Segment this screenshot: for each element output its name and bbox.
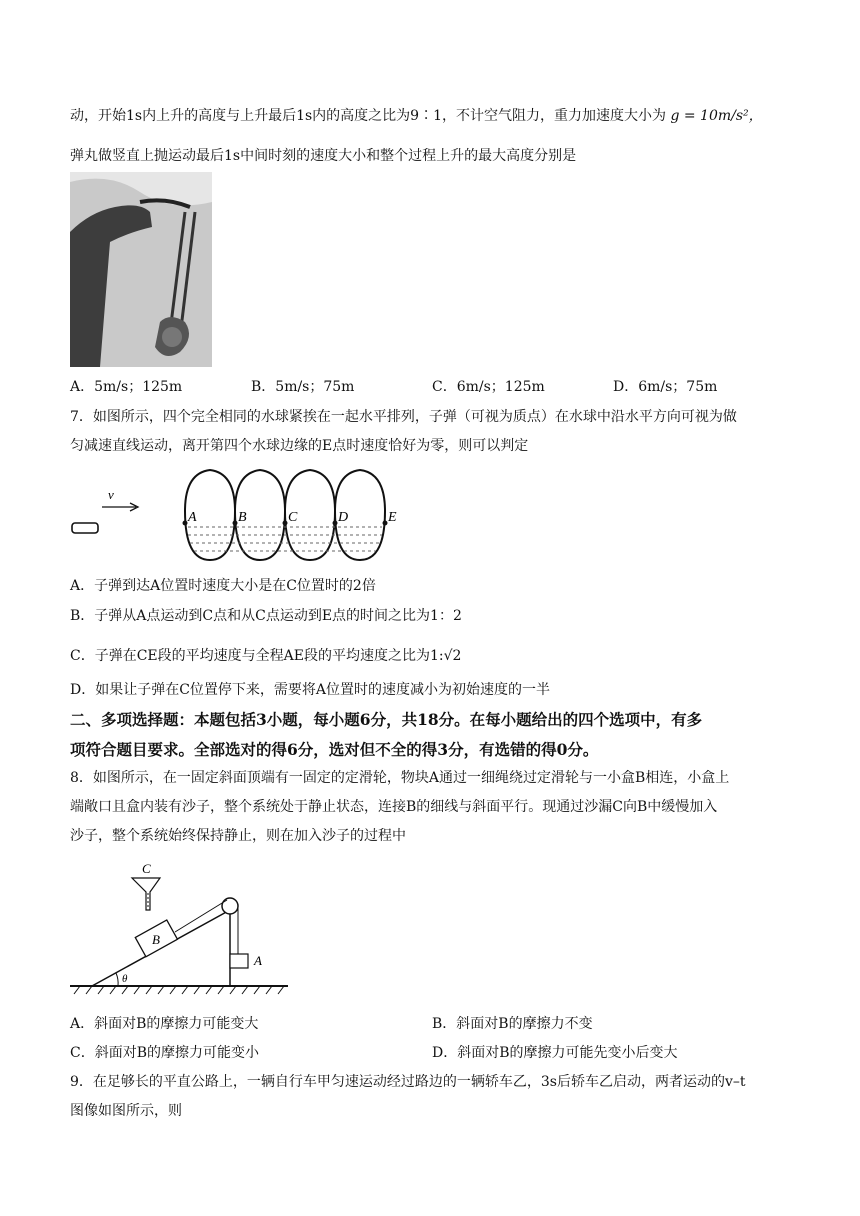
funnel-c-icon xyxy=(132,878,160,910)
slingshot-illustration xyxy=(70,172,212,367)
q7-text-line2: 匀减速直线运动，离开第四个水球边缘的E点时速度恰好为零，则可以判定 xyxy=(70,438,529,454)
label-a: A xyxy=(254,953,262,968)
q8-option-a: A．斜面对B的摩擦力可能变大 xyxy=(70,1016,259,1032)
q6-option-b: B．5m/s；75m xyxy=(251,379,355,395)
block-a-icon xyxy=(230,954,248,968)
slingshot-photo xyxy=(70,172,212,367)
pulley-icon xyxy=(222,898,238,914)
q6-g-formula: g = 10m/s²， xyxy=(670,108,763,124)
water-balls-figure xyxy=(70,465,430,569)
q8-text-line1: 8．如图所示，在一固定斜面顶端有一固定的定滑轮，物块A通过一细绳绕过定滑轮与一小盒B相连，小盒上 xyxy=(70,770,730,786)
q7-option-a: A．子弹到达A位置时速度大小是在C位置时的2倍 xyxy=(70,578,376,594)
section2-heading-line2: 项符合题目要求。全部选对的得6分，选对但不全的得3分，有选错的得0分。 xyxy=(70,740,599,759)
point-c-label: C xyxy=(288,510,298,525)
q6-text-line2: 弹丸做竖直上抛运动最后1s中间时刻的速度大小和整个过程上升的最大高度分别是 xyxy=(70,148,577,164)
point-b-label: B xyxy=(238,510,247,525)
label-c: C xyxy=(142,861,151,876)
point-a-label: A xyxy=(188,510,197,525)
q7-option-b: B．子弹从A点运动到C点和从C点运动到E点的时间之比为1：2 xyxy=(70,608,462,624)
q9-text-line1: 9．在足够长的平直公路上，一辆自行车甲匀速运动经过路边的一辆轿车乙，3s后轿车乙启动，两者运动的v–t xyxy=(70,1074,746,1090)
q6-option-a: A．5m/s；125m xyxy=(70,379,183,395)
section2-heading-line1: 二、多项选择题：本题包括3小题，每小题6分，共18分。在每小题给出的四个选项中，有多 xyxy=(70,710,703,729)
q8-option-b: B．斜面对B的摩擦力不变 xyxy=(432,1016,593,1032)
incline-figure xyxy=(70,858,300,1002)
q8-text-line2: 端敞口且盒内装有沙子，整个系统处于静止状态，连接B的细线与斜面平行。现通过沙漏C向B中缓慢加入 xyxy=(70,799,718,815)
q6-option-d: D．6m/s；75m xyxy=(613,379,718,395)
q9-text-line2: 图像如图所示，则 xyxy=(70,1103,182,1119)
q7-option-d: D．如果让子弹在C位置停下来，需要将A位置时的速度减小为初始速度的一半 xyxy=(70,682,551,698)
q7-option-c: C．子弹在CE段的平均速度与全程AE段的平均速度之比为1:√2 xyxy=(70,648,462,664)
q8-text-line3: 沙子，整个系统始终保持静止，则在加入沙子的过程中 xyxy=(70,828,406,844)
point-e-label: E xyxy=(388,510,397,525)
q6-option-c: C．6m/s；125m xyxy=(432,379,545,395)
velocity-label: v xyxy=(108,487,114,502)
q6-text-line1 xyxy=(70,106,763,126)
q7-text-line1: 7．如图所示，四个完全相同的水球紧挨在一起水平排列，子弹（可视为质点）在水球中沿水平方向可视为做 xyxy=(70,409,737,425)
label-theta: θ xyxy=(122,973,128,985)
q8-option-d: D．斜面对B的摩擦力可能先变小后变大 xyxy=(432,1045,678,1061)
bullet-icon xyxy=(72,523,98,533)
point-d-label: D xyxy=(338,510,349,525)
label-b: B xyxy=(152,932,160,947)
q6-line1-text: 动，开始1s内上升的高度与上升最后1s内的高度之比为9∶1，不计空气阻力，重力加速度大小为 xyxy=(70,108,666,124)
q8-option-c: C．斜面对B的摩擦力可能变小 xyxy=(70,1045,259,1061)
